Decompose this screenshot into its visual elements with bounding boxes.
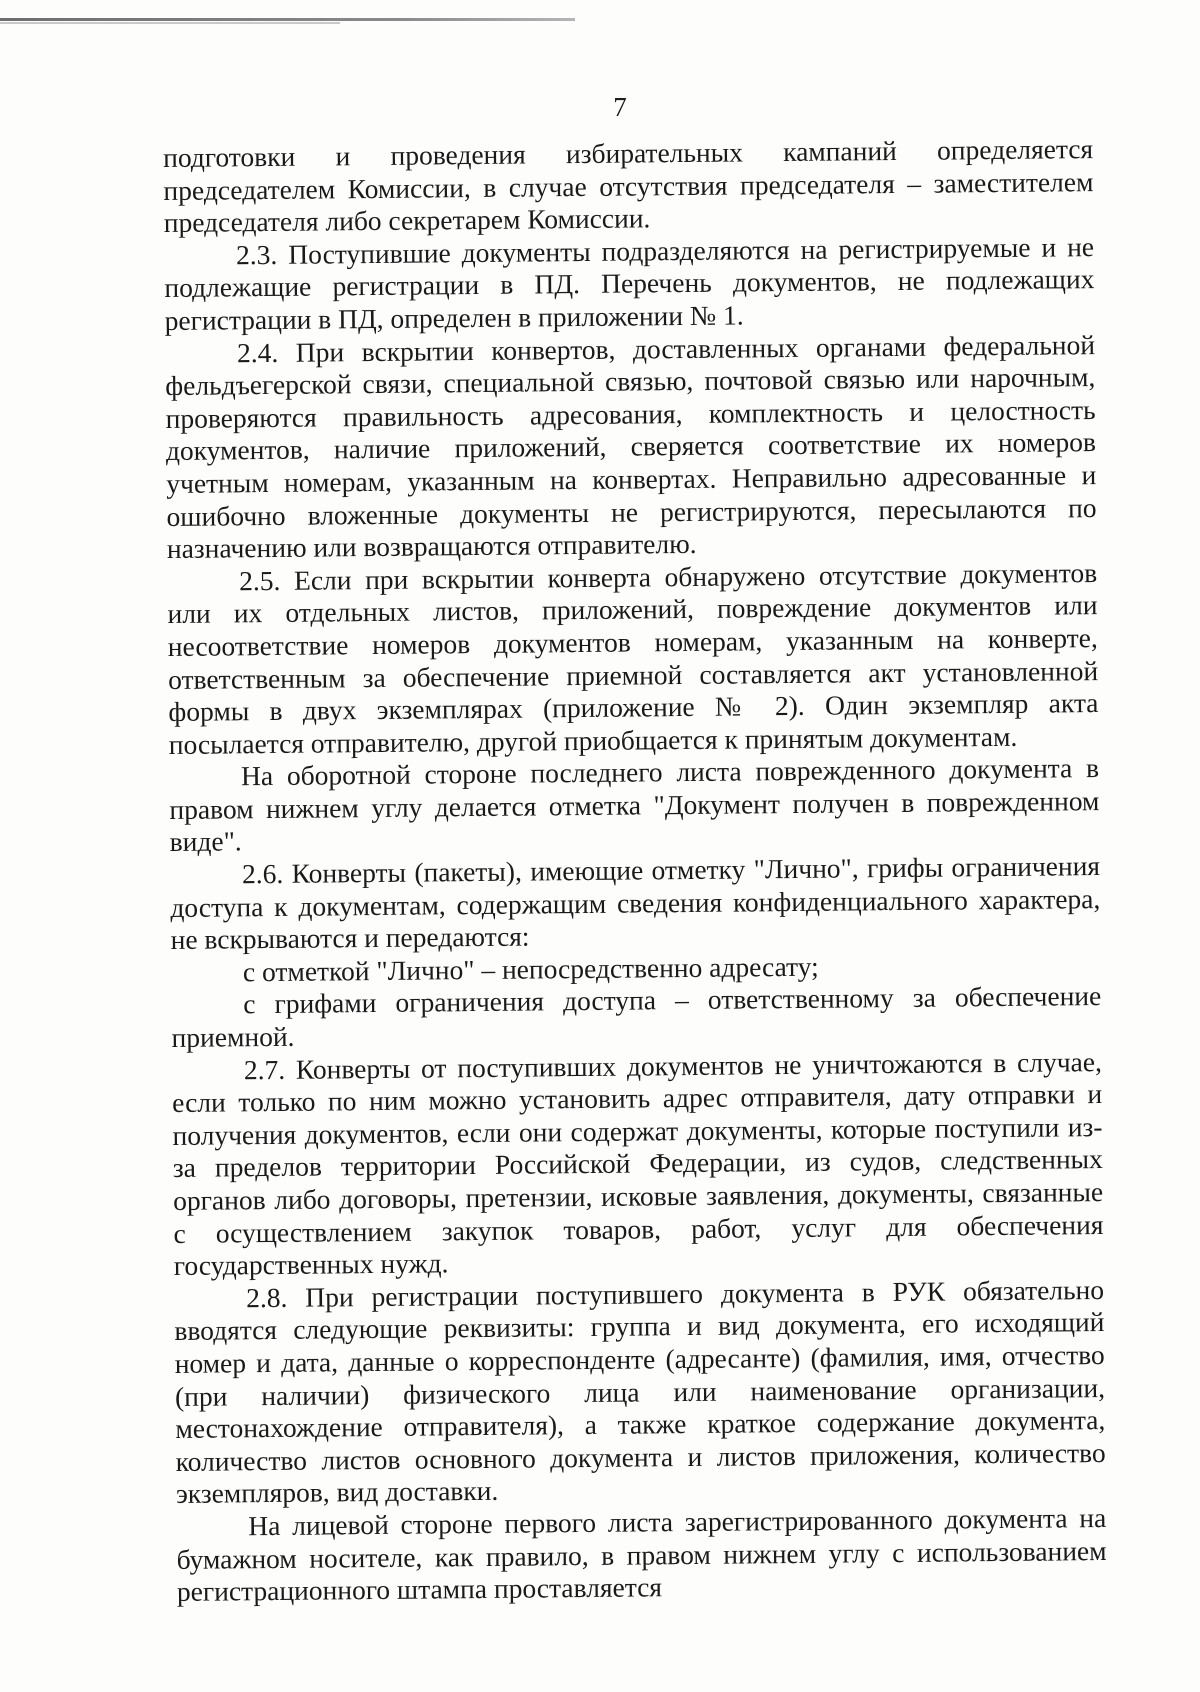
paragraph-personal-mark: с отметкой "Лично" – непосредственно адресату; xyxy=(242,950,819,988)
paragraph-continuation: подготовки и проведения избирательных кампаний определяется председателем Комиссии, в случае отсутствия председателя – заместителем председателя либо секретарем Комиссии. xyxy=(163,133,1094,239)
paragraph-damaged-mark: На оборотной стороне последнего листа поврежденного документа в правом нижнем углу делается отметка "Документ получен в поврежденном виде". xyxy=(169,752,1100,858)
paragraph-restricted-access: с грифами ограничения доступа – ответственному за обеспечение приемной. xyxy=(171,980,1102,1053)
paragraph-2-6: 2.6. Конверты (пакеты), имеющие отметку "Лично", грифы ограничения доступа к документам, содержащим сведения конфиденциального характера, не вскрываются и передаются: xyxy=(170,850,1101,956)
paragraph-2-3: 2.3. Поступившие документы подразделяются на регистрируемые и не подлежащие регистрации в ПД. Перечень документов, не подлежащих регистрации в ПД, определен в приложении № 1. xyxy=(164,230,1095,336)
paragraph-2-5: 2.5. Если при вскрытии конверта обнаружено отсутствие документов или их отдельных листов, приложений, повреждение документов или несоответствие номеров документов номерам, указанным на конверте, ответственным за обеспечение приемной составляется акт установленной формы в двух экземплярах (приложение № 2). Один экземпляр акта посылается отправителю, другой приобщается к принятым документам. xyxy=(167,556,1099,760)
scan-edge-line xyxy=(0,18,575,21)
page-number: 7 xyxy=(613,92,627,122)
document-body xyxy=(163,133,1107,1609)
paragraph-registration-stamp: На лицевой стороне первого листа зарегистрированного документа на бумажном носителе, как правило, в правом нижнем углу с использованием регистрационного штампа проставляется xyxy=(176,1501,1107,1608)
paragraph-2-4: 2.4. При вскрытии конвертов, доставленных органами федеральной фельдъегерской связи, специальной связью, почтовой связью или нарочным, проверяются правильность адресования, комплектность и целостность документов, наличие приложений, сверяется соответствие их номеров учетным номерам, указанным на конвертах. Неправильно адресованные и ошибочно вложенные документы не регистрируются, пересылаются по назначению или возвращаются отправителю. xyxy=(165,328,1097,565)
paragraph-2-7: 2.7. Конверты от поступивших документов не уничтожаются в случае, если только по ним можно установить адрес отправителя, дату отправки и получения документов, если они содержат документы, которые поступили из-за пределов территории Российской Федерации, из судов, следственных органов либо договоры, претензии, исковые заявления, документы, связанные с осуществлением закупок товаров, работ, услуг для обеспечения государственных нужд. xyxy=(172,1045,1104,1282)
scan-edge-shadow xyxy=(0,22,340,24)
paragraph-2-8: 2.8. При регистрации поступившего документа в РУК обязательно вводятся следующие реквизиты: группа и вид документа, его исходящий номер и дата, данные о корреспонденте (адресанте) (фамилия, имя, отчество (при наличии) физического лица или наименование организации, местонахождение отправителя), а также краткое содержание документа, количество листов основного документа и листов приложения, количество экземпляров, вид доставки. xyxy=(174,1273,1106,1510)
